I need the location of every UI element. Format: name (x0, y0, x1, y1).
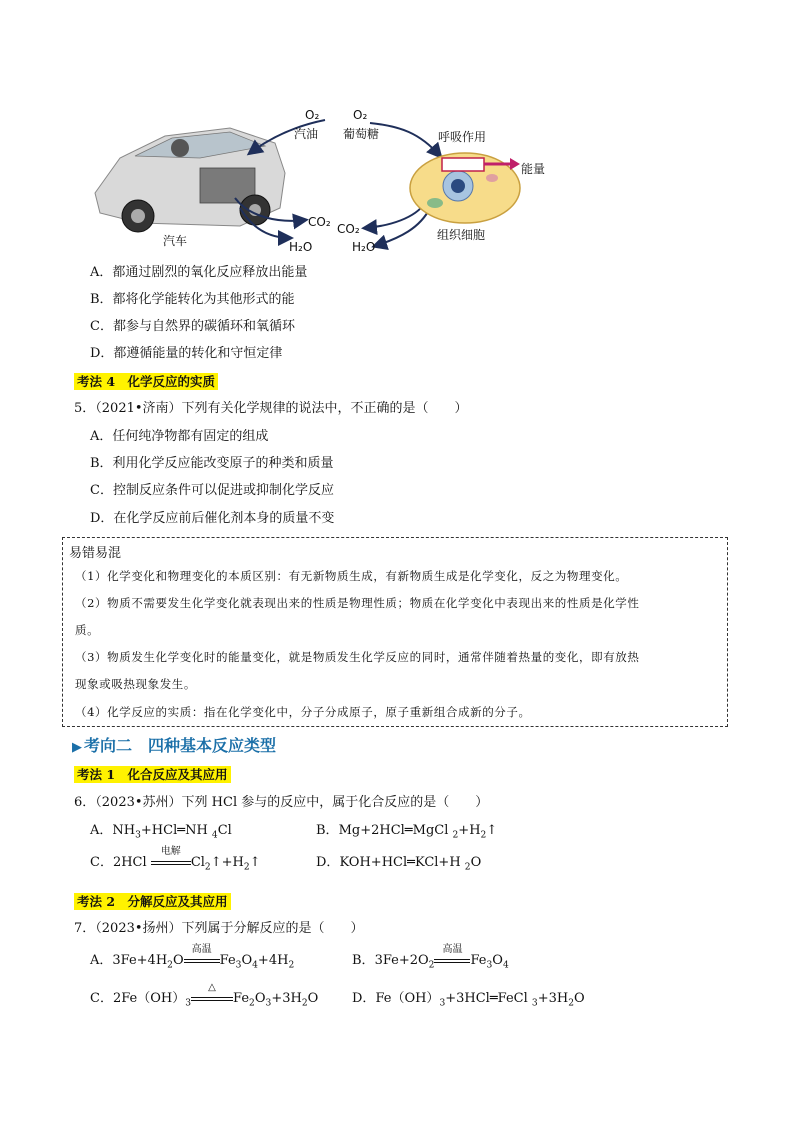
q6-option-d: D．KOH+HCl═KCl+H $_2$O (316, 855, 482, 873)
o2-left-label: O₂ (305, 108, 320, 122)
triangle-icon: ▶ (72, 740, 82, 755)
q7-option-a-label: A． (90, 953, 113, 968)
diagram-graphics (80, 98, 560, 258)
section-heading-2 (72, 733, 276, 756)
q7-option-b-label: B． (352, 953, 375, 968)
note-line-4: （3）物质发生化学变化时的能量变化，就是物质发生化学反应的同时，通常伴随着热量的变化，即有放热 (75, 650, 640, 664)
note-line-1: （1）化学变化和物理变化的本质区别：有无新物质生成，有新物质生成是化学变化，反之为物理变化。 (75, 569, 628, 583)
q7-stem: 7．（2023•扬州）下列属于分解反应的是（ ） (74, 921, 364, 936)
note-title: 易错易混 (69, 546, 122, 561)
q7-option-a: A．$3Fe+4H_2O$ 高温 $Fe_3O_4+4H_2$ (90, 952, 294, 975)
q6-option-c-label: C． (90, 855, 113, 870)
q6-c-condition: 电解 (160, 846, 181, 857)
h2o-right-label: H₂O (352, 240, 376, 254)
respiration-label: 呼吸作用 (438, 130, 487, 144)
note-line-6: （4）化学反应的实质：指在化学变化中，分子分成原子，原子重新组合成新的分子。 (75, 705, 531, 719)
h2o-left-label: H₂O (289, 240, 313, 254)
q7-option-b: B．$3Fe+2O_2$ 高温 $Fe_3O_4$ (352, 952, 509, 975)
q4-option-c: C．都参与自然界的碳循环和氧循环 (90, 319, 295, 334)
q6-option-d-label: D． (316, 855, 340, 870)
q4-option-b: B．都将化学能转化为其他形式的能 (90, 292, 295, 307)
q6-option-c: C．2HCl 电解 $Cl_2↑+H_2↑$ (90, 854, 261, 877)
confusion-note-box (62, 537, 728, 727)
q5-stem: 5．（2021•济南）下列有关化学规律的说法中，不正确的是（ ） (74, 401, 468, 416)
q4-option-a: A．都通过剧烈的氧化反应释放出能量 (90, 265, 308, 280)
q6-option-a-label: A． (90, 823, 113, 838)
q4-option-d: D．都遵循能量的转化和守恒定律 (90, 346, 283, 361)
note-line-3: 质。 (75, 623, 100, 637)
car-illustration (95, 128, 285, 232)
q7-option-c: C．$2Fe(OH)_3$ △ $Fe_2O_3+3H_2O$ (90, 990, 318, 1013)
q7-a-condition: 高温 (191, 944, 212, 955)
q5-option-b: B．利用化学反应能改变原子的种类和质量 (90, 456, 334, 471)
car-label: 汽车 (163, 234, 188, 248)
energy-label: 能量 (521, 162, 546, 176)
glucose-label: 葡萄糖 (343, 127, 380, 141)
q5-option-d: D．在化学反应前后催化剂本身的质量不变 (90, 511, 335, 526)
gasoline-label: 汽油 (294, 127, 319, 141)
q7-b-condition: 高温 (442, 944, 463, 955)
co2-left-label: CO₂ (308, 215, 331, 229)
section-title: 考向二 四种基本反应类型 (84, 736, 277, 755)
note-line-2: （2）物质不需要发生化学变化就表现出来的性质是物理性质；物质在化学变化中表现出来的性质是化学性 (75, 596, 640, 610)
q5-option-a: A．任何纯净物都有固定的组成 (90, 429, 269, 444)
q7-option-d-label: D． (352, 991, 376, 1006)
note-line-5: 现象或吸热现象发生。 (75, 677, 196, 691)
method-tag-2: 考法 2 分解反应及其应用 (74, 893, 231, 910)
q7-option-c-label: C． (90, 991, 113, 1006)
q6-option-b-label: B． (316, 823, 339, 838)
q7-c-condition: △ (208, 982, 216, 993)
q5-option-c: C．控制反应条件可以促进或抑制化学反应 (90, 483, 334, 498)
co2-right-label: CO₂ (337, 222, 360, 236)
q7-option-d: D．$Fe(OH)_3+3HCl═FeCl$ $_3+3H_2O$ (352, 991, 585, 1009)
q6-option-b: B．Mg+2HCl═MgCl $_2+H_2↑$ (316, 823, 498, 841)
q6-stem: 6．（2023•苏州）下列 HCl 参与的反应中，属于化合反应的是（ ） (74, 795, 489, 810)
tissue-cell-label: 组织细胞 (437, 228, 486, 242)
o2-right-label: O₂ (353, 108, 368, 122)
method-tag-1: 考法 1 化合反应及其应用 (74, 766, 231, 783)
method-tag-4: 考法 4 化学反应的实质 (74, 373, 218, 390)
q6-option-a: A．$NH_3+HCl═NH$ $_4$Cl (90, 823, 232, 841)
